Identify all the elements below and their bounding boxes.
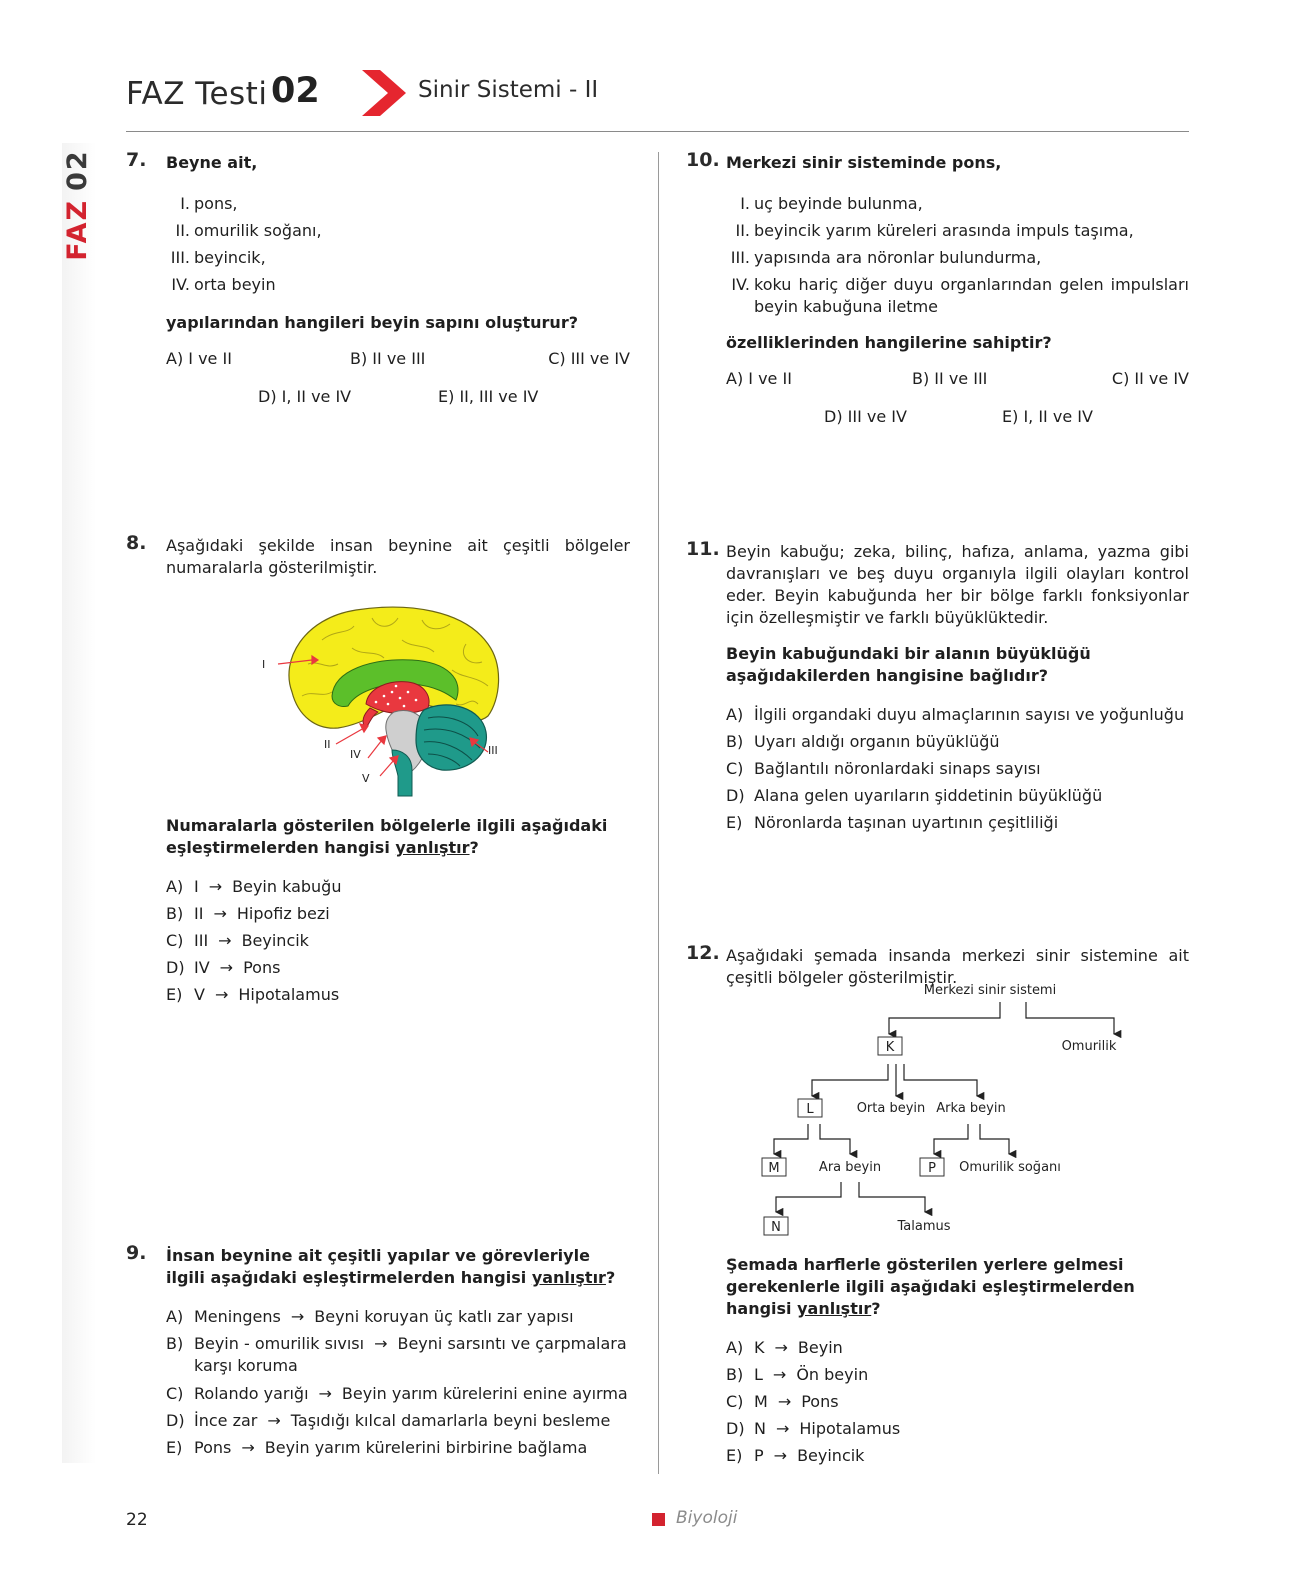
- option-letter: A): [166, 877, 184, 896]
- option-left: III: [194, 931, 209, 950]
- question-number: 10.: [686, 149, 720, 171]
- option-letter: C): [726, 1392, 744, 1411]
- roman-numeral: IV.: [171, 275, 190, 294]
- page-title: FAZ Testi: [126, 76, 268, 112]
- options-list: [726, 701, 1189, 836]
- item-text: uç beyinde bulunma,: [754, 194, 923, 213]
- stem-emphasis: yanlıştır: [797, 1299, 872, 1318]
- option-c[interactable]: [166, 927, 630, 954]
- roman-numeral: III.: [730, 248, 750, 267]
- arrow-icon: →: [777, 1392, 792, 1411]
- roman-list: [166, 190, 630, 298]
- arrow-icon: →: [241, 1438, 255, 1457]
- option-text: Nöronlarda taşınan uyartının çeşitliliği: [754, 813, 1059, 832]
- question-intro: Beyne ait,: [166, 153, 258, 172]
- option-letter: E): [166, 985, 183, 1004]
- option-d[interactable]: D) III ve IV: [824, 407, 907, 426]
- option-left: L: [754, 1365, 763, 1384]
- option-left: İnce zar: [194, 1411, 258, 1430]
- option-right: Beyni sarsıntı ve çarpmalara karşı koruma: [194, 1334, 627, 1375]
- option-right: Hipofiz bezi: [236, 904, 330, 923]
- roman-numeral: II.: [735, 221, 750, 240]
- brain-label-v: V: [362, 772, 370, 785]
- question-stem: yapılarından hangileri beyin sapını oluşturur?: [166, 313, 578, 332]
- options-row: [166, 348, 630, 376]
- option-right: Taşıdığı kılcal damarlarla beyni besleme: [290, 1411, 611, 1430]
- arrow-icon: →: [214, 985, 229, 1004]
- options-row: [726, 406, 1189, 434]
- list-item: [166, 244, 630, 271]
- test-number: 02: [271, 71, 320, 111]
- question-stem: [166, 1245, 630, 1289]
- arrow-icon: →: [775, 1419, 790, 1438]
- item-text: beyincik yarım küreleri arasında impuls taşıma,: [754, 221, 1134, 240]
- arrow-icon: →: [267, 1411, 281, 1430]
- item-text: pons,: [194, 194, 238, 213]
- option-d[interactable]: D) I, II ve IV: [258, 387, 352, 406]
- option-left: Rolando yarığı: [194, 1384, 309, 1403]
- schema-root: Merkezi sinir sistemi: [923, 983, 1057, 998]
- footer-subject: Biyoloji: [676, 1508, 738, 1528]
- option-left: Pons: [194, 1438, 232, 1457]
- schema-letter-p: P: [928, 1161, 936, 1176]
- option-letter: E): [726, 813, 743, 832]
- arrow-icon: →: [772, 1365, 787, 1384]
- side-strip: [62, 143, 96, 1463]
- chevron-right-icon: [362, 70, 406, 116]
- option-d[interactable]: [726, 1415, 1189, 1442]
- option-letter: D): [726, 1419, 745, 1438]
- list-item: [726, 244, 1189, 271]
- option-c[interactable]: C) II ve IV: [1111, 369, 1189, 388]
- brain-label-iv: IV: [350, 748, 361, 761]
- option-c[interactable]: [726, 755, 1189, 782]
- stem-end: ?: [871, 1299, 881, 1318]
- arrow-icon: →: [213, 904, 227, 923]
- question-intro: Aşağıdaki şemada insanda merkezi sinir sistemine ait çeşitli bölgeler gösterilmiştir.: [726, 946, 1189, 987]
- stem-end: ?: [469, 838, 479, 857]
- stem-end: ?: [605, 1268, 616, 1287]
- option-text: İlgili organdaki duyu almaçlarının sayısı ve yoğunluğu: [754, 705, 1185, 724]
- option-c[interactable]: [166, 1380, 630, 1407]
- list-item: [166, 271, 630, 298]
- square-bullet-icon: [652, 1513, 665, 1526]
- options-list: [166, 873, 630, 1008]
- arrow-icon: →: [219, 958, 234, 977]
- stem-text: İnsan beynine ait çeşitli yapılar ve görevleriyle ilgili aşağıdaki eşleştirmelerden hangisi: [166, 1246, 590, 1287]
- option-letter: C): [166, 931, 184, 950]
- option-left: P: [754, 1446, 764, 1465]
- schema-letter-n: N: [771, 1220, 781, 1235]
- schema-letter-m: M: [768, 1161, 780, 1176]
- option-left: II: [194, 904, 204, 923]
- question-stem: [726, 1254, 1189, 1320]
- option-e[interactable]: E) II, III ve IV: [438, 387, 539, 406]
- arrow-icon: →: [290, 1307, 305, 1326]
- schema-omurilik-sogani: Omurilik soğanı: [959, 1160, 1061, 1175]
- option-text: Uyarı aldığı organın büyüklüğü: [754, 732, 1000, 751]
- arrow-icon: →: [208, 877, 223, 896]
- schema-arka-beyin: Arka beyin: [936, 1101, 1006, 1116]
- option-a[interactable]: [166, 873, 630, 900]
- option-right: Beyincik: [797, 1446, 865, 1465]
- option-left: K: [754, 1338, 765, 1357]
- question-number: 7.: [126, 149, 147, 171]
- option-right: Beyin: [797, 1338, 843, 1357]
- option-left: N: [754, 1419, 766, 1438]
- option-left: M: [754, 1392, 768, 1411]
- stem-text: Şemada harflerle gösterilen yerlere gelmesi gerekenlerle ilgili aşağıdaki eşleştirmelerden hangisi: [726, 1255, 1135, 1318]
- list-item: [166, 190, 630, 217]
- option-right: Pons: [243, 958, 281, 977]
- options-list: [166, 1303, 630, 1461]
- option-right: Beyin yarım kürelerini birbirine bağlama: [264, 1438, 588, 1457]
- brain-label-ii: II: [324, 738, 331, 751]
- arrow-icon: →: [318, 1384, 332, 1403]
- list-item: [726, 190, 1189, 217]
- arrow-icon: →: [374, 1334, 388, 1353]
- options-row: [726, 368, 1189, 396]
- option-left: I: [194, 877, 199, 896]
- question-intro: Aşağıdaki şekilde insan beynine ait çeşitli bölgeler numaralarla gösterilmiştir.: [166, 536, 630, 577]
- arrow-icon: →: [218, 931, 232, 950]
- brain-figure: [252, 600, 528, 800]
- option-letter: B): [726, 1365, 744, 1384]
- side-label-faz: FAZ: [62, 198, 93, 261]
- options-list: [726, 1334, 1189, 1469]
- option-b[interactable]: B) II ve III: [912, 369, 988, 388]
- option-letter: C): [166, 1384, 184, 1403]
- cerebellum: [416, 705, 486, 770]
- question-intro: Merkezi sinir sisteminde pons,: [726, 153, 1002, 172]
- nervous-system-schema: [754, 982, 1134, 1240]
- option-left: IV: [194, 958, 210, 977]
- option-b[interactable]: B) II ve III: [350, 349, 426, 368]
- side-label-text: [62, 149, 93, 260]
- option-e[interactable]: [166, 1434, 630, 1461]
- column-divider: [658, 152, 659, 1474]
- question-number: 12.: [686, 942, 720, 964]
- arrow-icon: →: [773, 1446, 788, 1465]
- page-header: [126, 70, 1186, 120]
- page-subtitle: Sinir Sistemi - II: [418, 77, 599, 103]
- option-right: Hipotalamus: [238, 985, 340, 1004]
- option-left: V: [194, 985, 205, 1004]
- list-item: [726, 217, 1189, 244]
- option-letter: D): [166, 958, 185, 977]
- option-right: Hipotalamus: [799, 1419, 901, 1438]
- list-item: [726, 274, 1189, 318]
- list-item: [166, 217, 630, 244]
- question-number: 8.: [126, 532, 147, 554]
- option-right: Beyincik: [241, 931, 309, 950]
- roman-list: [726, 190, 1189, 318]
- roman-numeral: IV.: [731, 275, 750, 294]
- option-letter: E): [726, 1446, 743, 1465]
- option-right: Beyni koruyan üç katlı zar yapısı: [314, 1307, 574, 1326]
- option-letter: E): [166, 1438, 183, 1457]
- option-letter: A): [166, 1307, 184, 1326]
- roman-numeral: III.: [170, 248, 190, 267]
- option-a[interactable]: [166, 1303, 630, 1330]
- question-stem: [166, 815, 630, 859]
- question-stem: Beyin kabuğundaki bir alanın büyüklüğü aşağıdakilerden hangisine bağlıdır?: [726, 644, 1091, 685]
- option-letter: A): [726, 1338, 744, 1357]
- item-text: omurilik soğanı,: [194, 221, 322, 240]
- option-letter: B): [166, 904, 184, 923]
- option-right: Pons: [801, 1392, 839, 1411]
- item-text: beyincik,: [194, 248, 266, 267]
- option-d[interactable]: [726, 782, 1189, 809]
- schema-orta-beyin: Orta beyin: [856, 1101, 926, 1116]
- option-a[interactable]: [726, 701, 1189, 728]
- option-text: Bağlantılı nöronlardaki sinaps sayısı: [754, 759, 1041, 778]
- item-text: yapısında ara nöronlar bulundurma,: [754, 248, 1042, 267]
- option-e[interactable]: E) I, II ve IV: [1002, 407, 1093, 426]
- stem-emphasis: yanlıştır: [531, 1268, 606, 1287]
- schema-letter-k: K: [885, 1040, 895, 1055]
- option-left: Beyin - omurilik sıvısı: [194, 1334, 365, 1353]
- option-a[interactable]: A) I ve II: [166, 349, 232, 368]
- option-b[interactable]: [726, 728, 1189, 755]
- stem-text: Numaralarla gösterilen bölgelerle ilgili aşağıdaki eşleştirmelerden hangisi: [166, 816, 608, 857]
- option-a[interactable]: [726, 1334, 1189, 1361]
- option-b[interactable]: [166, 900, 630, 927]
- faz-side-logo: [62, 149, 102, 261]
- option-e[interactable]: [726, 1442, 1189, 1469]
- option-letter: C): [726, 759, 744, 778]
- brain-label-i: I: [262, 658, 266, 671]
- option-e[interactable]: [726, 809, 1189, 836]
- schema-talamus: Talamus: [897, 1219, 951, 1234]
- option-c[interactable]: C) III ve IV: [548, 349, 630, 368]
- arrow-icon: →: [774, 1338, 788, 1357]
- roman-numeral: II.: [175, 221, 190, 240]
- option-d[interactable]: [166, 1407, 630, 1434]
- side-label-num: 02: [62, 149, 93, 191]
- page-number: 22: [126, 1510, 148, 1530]
- header-rule: [126, 131, 1189, 132]
- schema-omurilik: Omurilik: [1061, 1039, 1117, 1054]
- question-intro: Beyin kabuğu; zeka, bilinç, hafıza, anlama, yazma gibi davranışları ve beş duyu organıyla ilgili olayları kontrol eder. Beyin kabuğunda her bir bölge farklı fonksiyonlar için özelleşmiştir ve farklı büyüklüktedir.: [726, 542, 1189, 627]
- option-letter: B): [166, 1334, 184, 1353]
- option-b[interactable]: [726, 1361, 1189, 1388]
- item-text: koku hariç diğer duyu organlarından gelen impulsları beyin kabuğuna iletme: [754, 275, 1189, 316]
- option-a[interactable]: A) I ve II: [726, 369, 792, 388]
- option-right: Beyin yarım kürelerini enine ayırma: [341, 1384, 628, 1403]
- question-stem: özelliklerinden hangilerine sahiptir?: [726, 333, 1052, 352]
- option-letter: A): [726, 705, 744, 724]
- roman-numeral: I.: [740, 194, 750, 213]
- option-b[interactable]: [166, 1333, 630, 1377]
- option-letter: D): [166, 1411, 185, 1430]
- stem-emphasis: yanlıştır: [395, 838, 470, 857]
- option-left: Meningens: [194, 1307, 281, 1326]
- question-number: 11.: [686, 538, 720, 560]
- side-label: [62, 149, 102, 261]
- option-right: Beyin kabuğu: [232, 877, 342, 896]
- option-letter: B): [726, 732, 744, 751]
- item-text: orta beyin: [194, 275, 276, 294]
- schema-letter-l: L: [806, 1102, 814, 1117]
- option-e[interactable]: [166, 981, 630, 1008]
- option-c[interactable]: [726, 1388, 1189, 1415]
- option-letter: D): [726, 786, 745, 805]
- option-right: Ön beyin: [796, 1365, 869, 1384]
- schema-ara-beyin: Ara beyin: [818, 1160, 882, 1175]
- question-number: 9.: [126, 1242, 147, 1264]
- option-d[interactable]: [166, 954, 630, 981]
- options-row: [166, 386, 630, 414]
- option-text: Alana gelen uyarıların şiddetinin büyüklüğü: [754, 786, 1103, 805]
- roman-numeral: I.: [180, 194, 190, 213]
- brain-label-iii: III: [488, 744, 498, 757]
